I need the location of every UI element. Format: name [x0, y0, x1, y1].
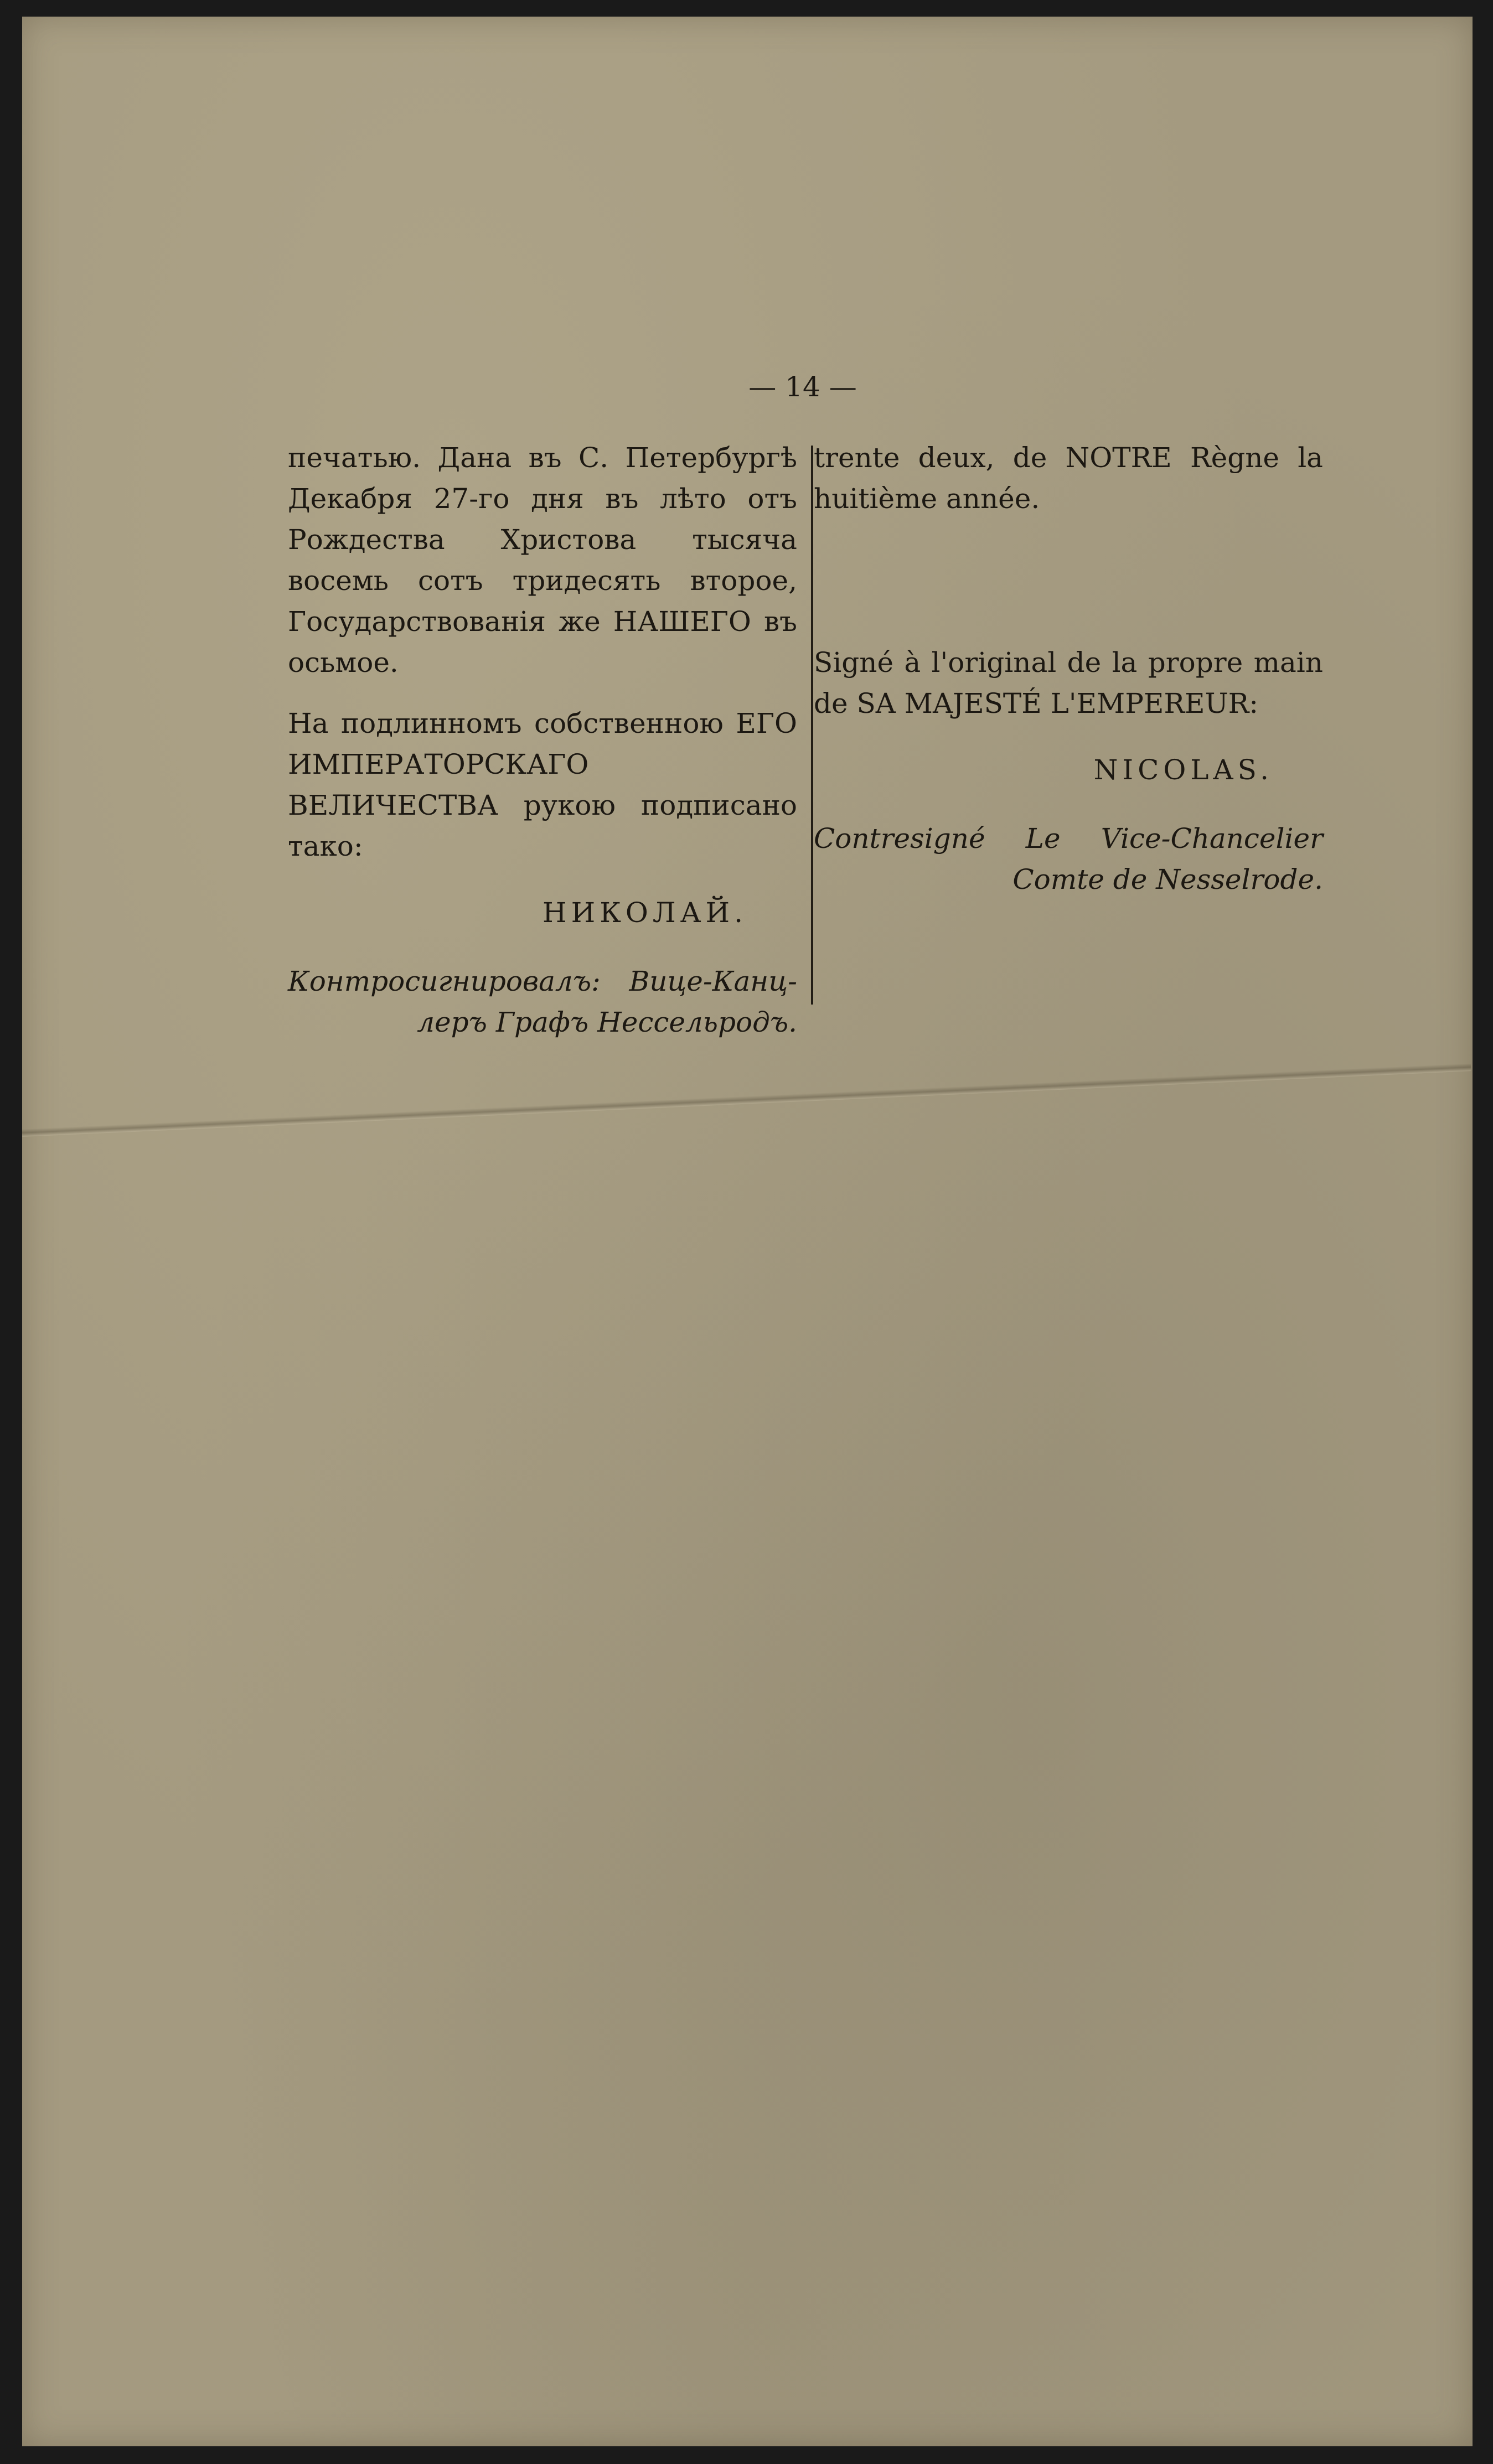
french-column	[814, 437, 1323, 900]
russian-countersign-line-2: леръ Графъ Нессельродъ.	[417, 1006, 797, 1038]
russian-dating-paragraph: печатью. Дана въ С. Петербургѣ Декабря 27-го дня въ лѣто отъ Рождества Христова тысяча восемь сотъ тридесять второе, Государствованія же НАШЕГО въ осьмое.	[288, 442, 797, 679]
column-divider	[811, 446, 813, 1005]
french-countersign-line-1: Contresigné Le Vice-Chancelier	[814, 822, 1323, 855]
russian-column	[288, 437, 797, 1043]
paper-fold-crease	[22, 1063, 1471, 1137]
french-attestation-paragraph: Signé à l'original de la propre main de SA MAJESTÉ L'EMPEREUR:	[814, 646, 1323, 719]
french-countersignature	[814, 818, 1323, 900]
russian-countersignature	[288, 961, 797, 1043]
russian-attestation-paragraph: На подлинномъ собственною ЕГО ИМПЕРАТОРСКАГО ВЕЛИЧЕСТВА рукою подписано тако:	[288, 707, 797, 862]
french-dating-paragraph: trente deux, de NOTRE Règne la huitième année.	[814, 442, 1323, 515]
russian-signature: НИКОЛАЙ.	[543, 897, 747, 929]
french-countersign-line-2: Comte de Nesselrode.	[1012, 863, 1323, 895]
russian-countersign-line-1: Контросигнировалъ: Вице-Канц-	[288, 965, 797, 997]
page-number: — 14 —	[748, 371, 857, 403]
french-signature: NICOLAS.	[1093, 754, 1273, 786]
